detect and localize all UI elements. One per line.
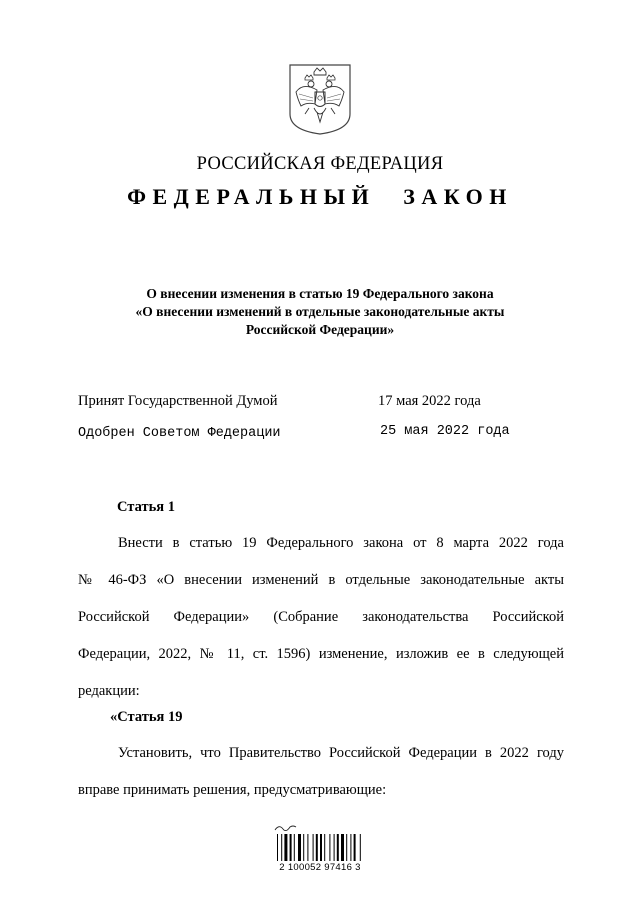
article-1-line: Российской Федерации» (Собрание законодательства Российской [78,609,564,625]
quoted-article-line: вправе принимать решения, предусматривающие: [78,782,387,798]
barcode-bar [307,834,308,861]
barcode-bar [281,834,282,861]
barcode-bar [320,834,322,861]
barcode-bar [284,834,287,861]
barcode-number: 2 100052 97416 3 [279,862,361,873]
barcode-bar [303,834,304,861]
quoted-article-19-heading: «Статья 19 [110,709,183,725]
coat-of-arms-emblem [287,62,353,136]
law-title-line: «О внесении изменений в отдельные законодательные акты [135,304,505,319]
duma-adoption-date: 17 мая 2022 года [378,393,481,409]
law-title-line: Российской Федерации» [245,322,395,337]
article-1-line: Федерации, 2022, № 11, ст. 1596) изменение, изложив ее в следующей [78,646,564,662]
barcode-bar [329,834,330,861]
council-approval-date: 25 мая 2022 года [380,424,510,439]
article-1-line: № 46-ФЗ «О внесении изменений в отдельные законодательные акты [78,572,564,588]
duma-adoption-label: Принят Государственной Думой [78,393,278,409]
barcode-bar [324,834,325,861]
barcode-bar [334,834,335,861]
barcode-bar [360,834,361,861]
barcode-bar [294,834,295,861]
law-title [70,285,570,339]
quoted-article-line: Установить, что Правительство Российской Федерации в 2022 году [118,745,564,761]
barcode-bar [298,834,301,861]
law-title-line: О внесении изменения в статью 19 Федерального закона [146,286,494,301]
barcode-bar [316,834,318,861]
barcode-bar [350,834,351,861]
article-1-text [78,525,564,710]
barcode-bar [290,834,292,861]
article-1-line: Внести в статью 19 Федерального закона от 8 марта 2022 года [118,535,564,551]
barcode-bar [341,834,344,861]
quoted-article-19-text [78,735,564,809]
barcode-bar [313,834,314,861]
barcode-bar [346,834,347,861]
article-1-line: редакции: [78,683,140,699]
barcode-bar [354,834,356,861]
article-1-heading: Статья 1 [117,499,175,515]
document-type-heading: ФЕДЕРАЛЬНЫЙ ЗАКОН [127,184,513,209]
country-heading: РОССИЙСКАЯ ФЕДЕРАЦИЯ [196,154,444,174]
council-approval-label: Одобрен Советом Федерации [78,426,281,441]
barcode-bar [277,834,278,861]
barcode-bar [337,834,339,861]
